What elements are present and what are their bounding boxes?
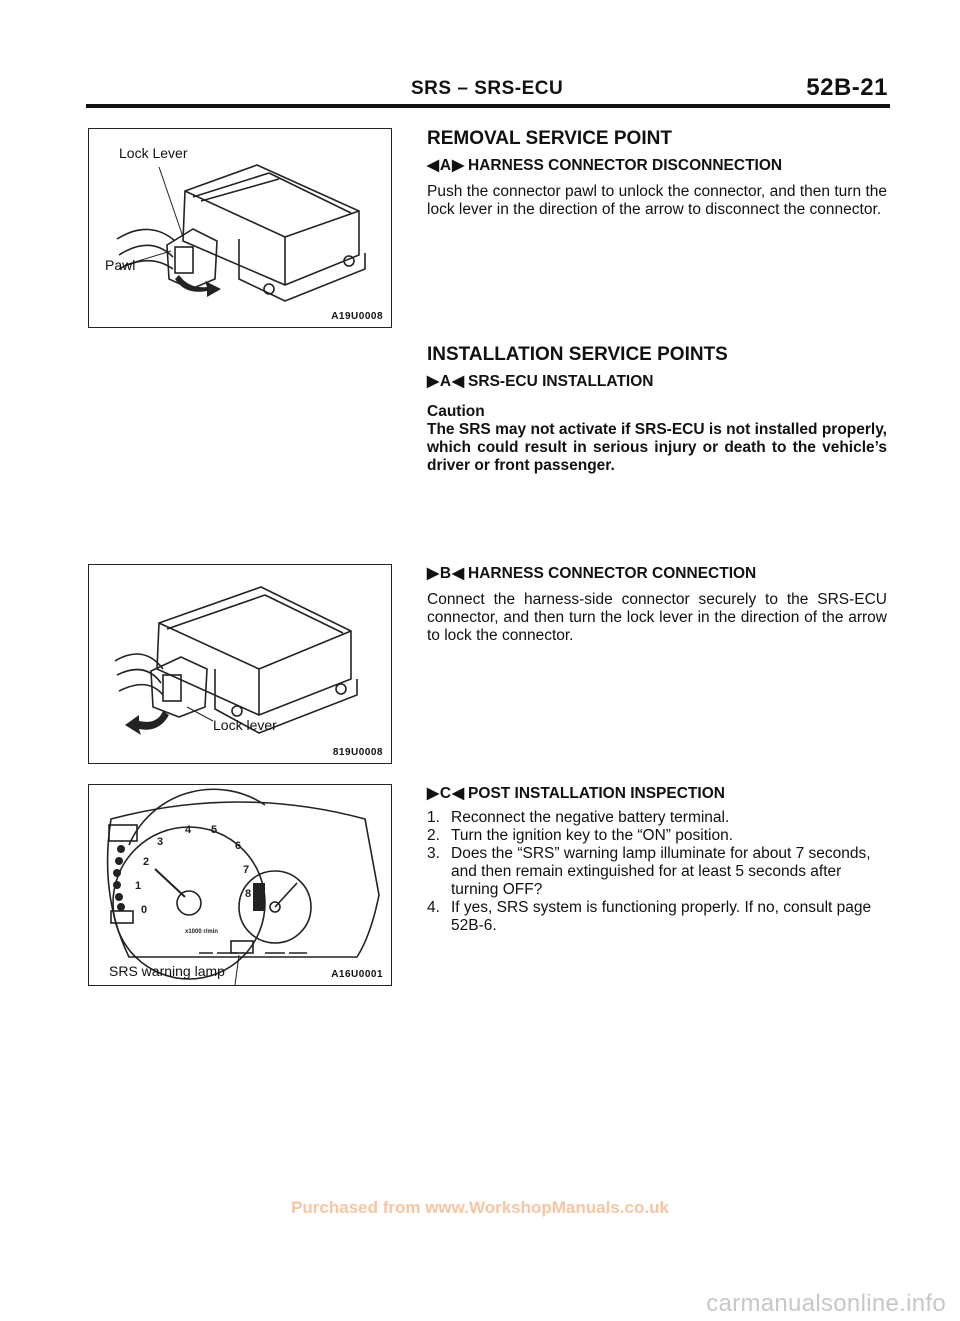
list-item: 3. Does the “SRS” warning lamp illuminate for about 7 seconds, and then remain extinguished for at least 5 seconds after turning OFF? <box>427 845 871 898</box>
tach-number-6: 6 <box>235 840 242 852</box>
figure-code: A19U0008 <box>331 311 383 322</box>
srs-warning-lamp-label: SRS warning lamp <box>109 963 225 979</box>
pawl-label: Pawl <box>105 257 136 273</box>
lock-lever-label: Lock lever <box>213 717 277 733</box>
tach-number-3: 3 <box>157 836 164 848</box>
right-triangle-icon: ▶ <box>427 785 439 802</box>
watermark: carmanualsonline.info <box>706 1290 946 1317</box>
tach-unit: x1000 r/min <box>185 929 219 935</box>
instrument-cluster-illustration <box>89 785 391 985</box>
section-title: SRS – SRS-ECU <box>411 78 564 99</box>
removal-section <box>427 128 887 219</box>
left-triangle-icon: ◀ <box>452 373 465 390</box>
right-triangle-icon: ▶ <box>427 373 439 390</box>
left-triangle-icon: ◀ <box>452 565 465 582</box>
post-installation-section <box>427 784 887 935</box>
tach-number-2: 2 <box>143 856 150 868</box>
connector-connection-text: Connect the harness-side connector securely to the SRS-ECU connector, and then turn the lock lever in the direction of the arrow to lock the connector. <box>427 591 887 644</box>
figure-ecu-installation <box>88 564 392 764</box>
tach-number-8: 8 <box>245 888 252 900</box>
tach-number-7: 7 <box>243 864 250 876</box>
installation-a-heading: ▶ A ◀ SRS-ECU INSTALLATION <box>427 372 654 390</box>
lock-lever-label: Lock Lever <box>119 145 188 161</box>
left-triangle-icon: ◀ <box>427 157 439 174</box>
service-point-marker: ▶ C ◀ <box>427 784 465 802</box>
figure-ecu-removal <box>88 128 392 328</box>
removal-subheading: ◀ A ▶ HARNESS CONNECTOR DISCONNECTION <box>427 156 783 174</box>
tach-number-0: 0 <box>141 904 148 916</box>
service-point-marker: ▶ B ◀ <box>427 564 465 582</box>
list-item: 2. Turn the ignition key to the “ON” position. <box>427 827 734 844</box>
figure-code: A16U0001 <box>331 969 383 980</box>
removal-text: Push the connector pawl to unlock the connector, and then turn the lock lever in the direction of the arrow to disconnect the connector. <box>427 183 887 218</box>
removal-heading: REMOVAL SERVICE POINT <box>427 128 672 149</box>
installation-heading: INSTALLATION SERVICE POINTS <box>427 344 728 365</box>
service-point-marker: ◀ A ▶ <box>427 156 465 174</box>
caution-title: Caution <box>427 403 485 420</box>
list-item: 1. Reconnect the negative battery terminal. <box>427 809 730 826</box>
ecu-installation-illustration <box>89 565 391 763</box>
inspection-steps <box>427 809 887 935</box>
list-item: 4. If yes, SRS system is functioning properly. If no, consult page 52B-6. <box>427 899 872 934</box>
purchase-footer: Purchased from www.WorkshopManuals.co.uk <box>291 1198 669 1217</box>
installation-b-heading: ▶ B ◀ HARNESS CONNECTOR CONNECTION <box>427 564 757 582</box>
tach-number-1: 1 <box>135 880 142 892</box>
tach-number-4: 4 <box>185 824 192 836</box>
installation-c-heading: ▶ C ◀ POST INSTALLATION INSPECTION <box>427 784 725 802</box>
tach-number-5: 5 <box>211 824 218 836</box>
figure-instrument-cluster <box>88 784 392 986</box>
connector-connection-section <box>427 564 887 645</box>
right-triangle-icon: ▶ <box>452 157 465 174</box>
caution-text: The SRS may not activate if SRS-ECU is not installed properly, which could result in serious injury or death to the vehicle’s driver or front passenger. <box>427 421 887 474</box>
right-triangle-icon: ▶ <box>427 565 439 582</box>
installation-section <box>427 344 887 475</box>
page-header <box>86 70 890 108</box>
figure-code: 819U0008 <box>332 747 383 758</box>
service-point-marker: ▶ A ◀ <box>427 372 465 390</box>
left-triangle-icon: ◀ <box>452 785 465 802</box>
page-number: 52B-21 <box>806 74 888 101</box>
